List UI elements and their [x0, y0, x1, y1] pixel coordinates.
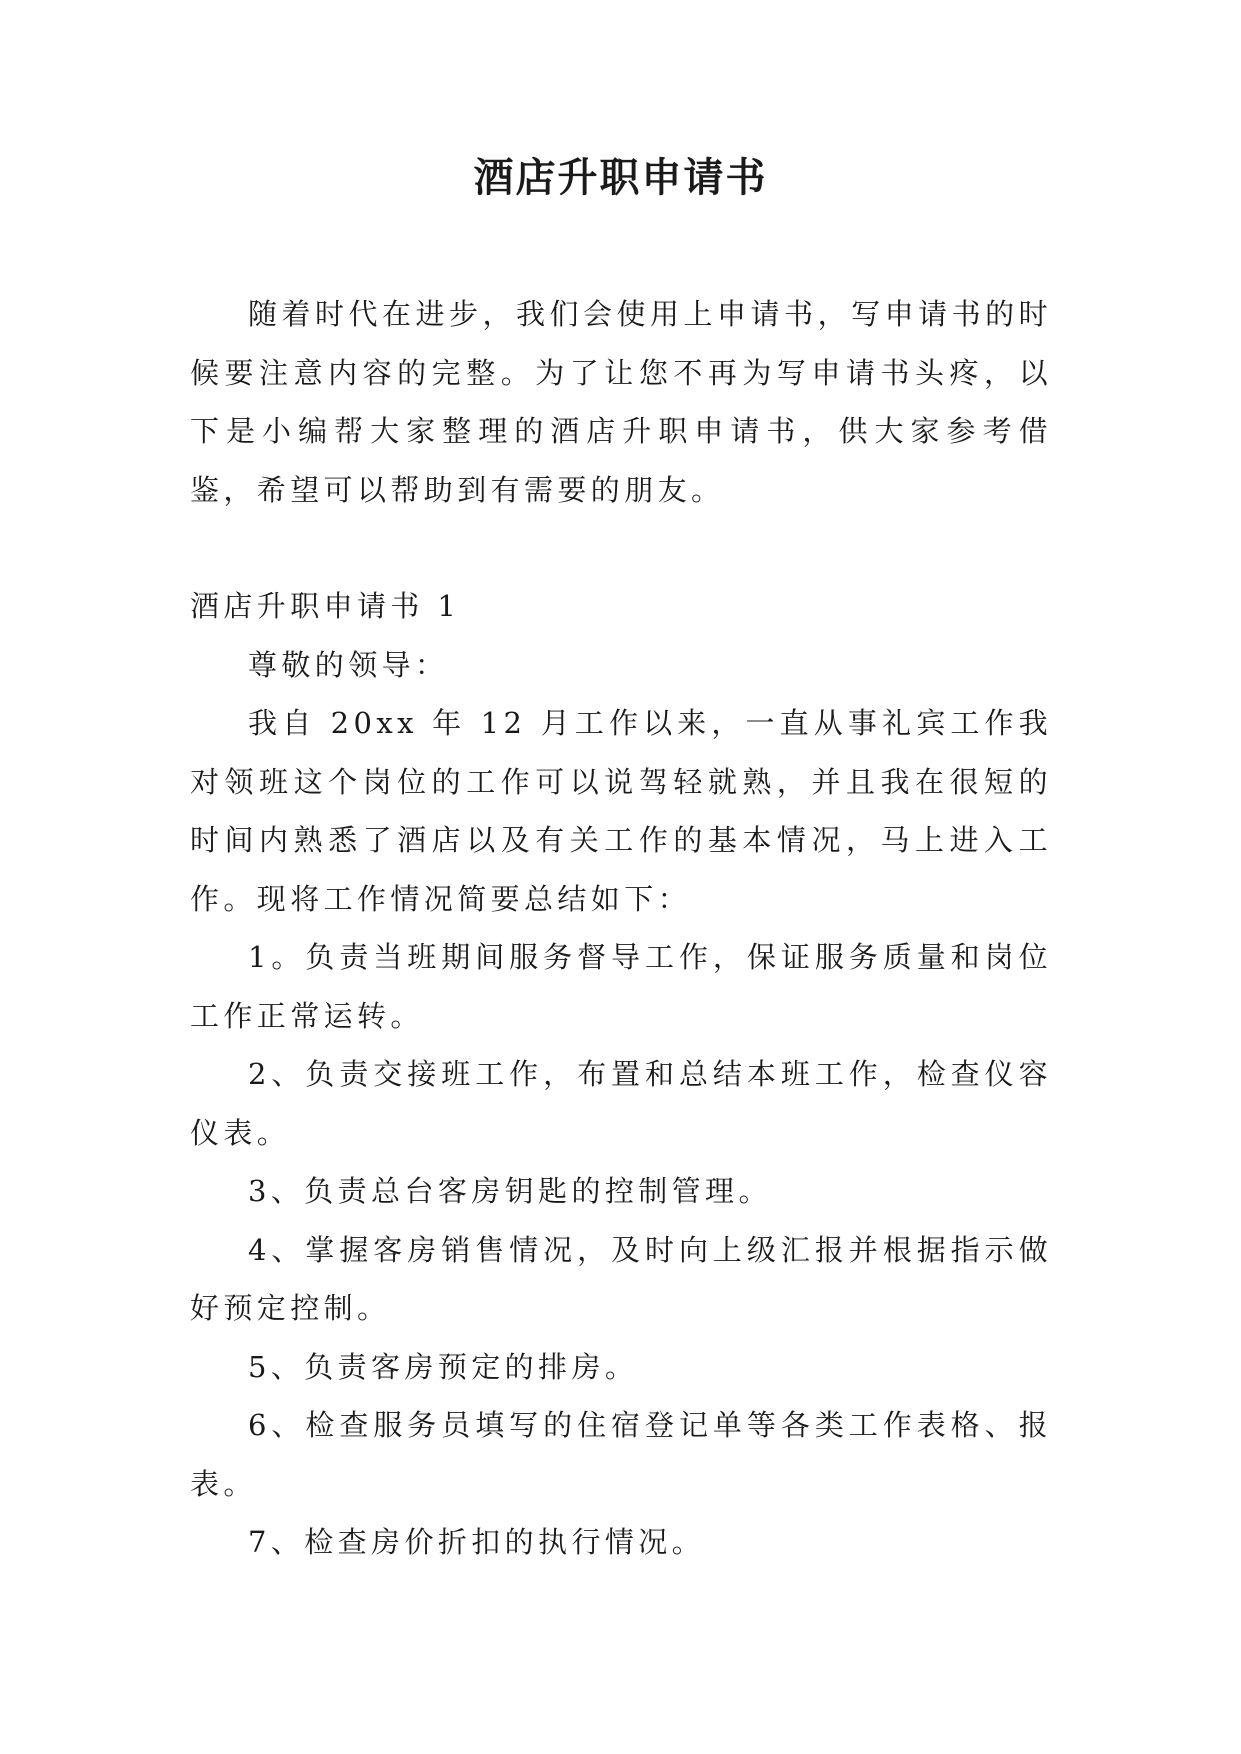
section-heading: 酒店升职申请书 1 — [190, 589, 461, 623]
document-body — [190, 285, 1052, 1572]
list-item: 2、负责交接班工作，布置和总结本班工作，检查仪容仪表。 — [190, 1057, 1052, 1150]
list-item: 3、负责总台客房钥匙的控制管理。 — [248, 1174, 772, 1208]
document-title: 酒店升职申请书 — [473, 154, 768, 201]
list-item: 6、检查服务员填写的住宿登记单等各类工作表格、报表。 — [190, 1408, 1052, 1501]
body-paragraph: 我自 20xx 年 12 月工作以来，一直从事礼宾工作我对领班这个岗位的工作可以说驾轻就熟，并且我在很短的时间内熟悉了酒店以及有关工作的基本情况，马上进入工作。现将工作情况简要总结如下： — [190, 706, 1052, 916]
list-item: 1。负责当班期间服务督导工作，保证服务质量和岗位工作正常运转。 — [190, 940, 1052, 1033]
intro-paragraph: 随着时代在进步，我们会使用上申请书，写申请书的时候要注意内容的完整。为了让您不再为写申请书头疼，以下是小编帮大家整理的酒店升职申请书，供大家参考借鉴，希望可以帮助到有需要的朋友。 — [190, 297, 1052, 507]
list-item: 4、掌握客房销售情况，及时向上级汇报并根据指示做好预定控制。 — [190, 1232, 1052, 1325]
list-item: 5、负责客房预定的排房。 — [248, 1349, 639, 1384]
paragraph-spacer — [190, 519, 1052, 577]
list-item: 7、检查房价折扣的执行情况。 — [248, 1525, 706, 1559]
salutation: 尊敬的领导： — [248, 647, 449, 682]
